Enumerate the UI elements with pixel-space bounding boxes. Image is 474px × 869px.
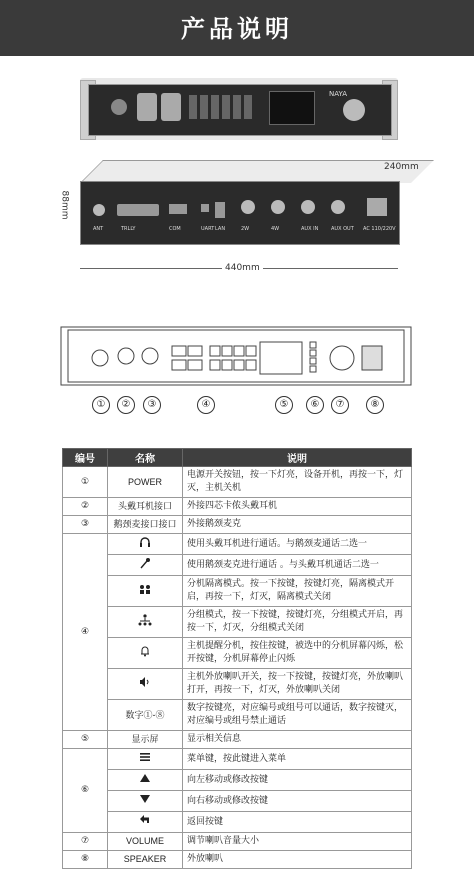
back-icon bbox=[108, 812, 183, 833]
xlr-2w bbox=[241, 200, 255, 214]
table-row bbox=[63, 770, 412, 791]
callout-marker: ⑧ bbox=[366, 396, 384, 414]
row-name: POWER bbox=[108, 467, 183, 498]
spec-table bbox=[62, 448, 412, 869]
row-name: 头戴耳机接口 bbox=[108, 498, 183, 516]
depth-label: 240mm bbox=[384, 162, 419, 172]
row-description: 调节喇叭音量大小 bbox=[183, 833, 412, 851]
front-panel-photo bbox=[80, 78, 398, 140]
headset-icon bbox=[108, 534, 183, 555]
callout-marker: ③ bbox=[143, 396, 161, 414]
front-panel-diagram bbox=[60, 326, 412, 386]
rear-top-surface bbox=[80, 160, 434, 183]
com-port bbox=[169, 204, 187, 214]
uart-port bbox=[201, 204, 209, 212]
row-number: ⑧ bbox=[63, 851, 108, 869]
row-description: 外接四芯卡侬头戴耳机 bbox=[183, 498, 412, 516]
group-icon bbox=[108, 607, 183, 638]
row-description: 向左移动或修改按键 bbox=[183, 770, 412, 791]
row-description: 菜单键，按此键进入菜单 bbox=[183, 749, 412, 770]
rear-panel bbox=[80, 181, 400, 245]
page-title: 产品说明 bbox=[0, 0, 474, 56]
users-isolate-icon bbox=[108, 576, 183, 607]
table-row bbox=[63, 833, 412, 851]
lan-port bbox=[215, 202, 225, 218]
table-row bbox=[63, 851, 412, 869]
row-number: ⑤ bbox=[63, 731, 108, 749]
display-photo bbox=[269, 91, 315, 125]
xlr-aux-in bbox=[301, 200, 315, 214]
front-panel bbox=[88, 84, 392, 136]
row-number: ⑥ bbox=[63, 749, 108, 833]
rear-port-label: COM bbox=[169, 226, 181, 232]
row-name: 显示屏 bbox=[108, 731, 183, 749]
button-grid-photo bbox=[189, 95, 253, 119]
rear-port-label: AUX OUT bbox=[331, 226, 354, 232]
col-header-no: 编号 bbox=[63, 449, 108, 467]
table-row bbox=[63, 669, 412, 700]
rear-port-label: 2W bbox=[241, 226, 250, 232]
xlr-4w bbox=[271, 200, 285, 214]
row-description: 外接鹅颈麦克 bbox=[183, 516, 412, 534]
table-row bbox=[63, 791, 412, 812]
volume-knob-photo bbox=[343, 99, 365, 121]
callout-row bbox=[0, 396, 474, 416]
col-header-desc: 说明 bbox=[183, 449, 412, 467]
callout-marker: ⑥ bbox=[306, 396, 324, 414]
rear-port-label: UART bbox=[201, 226, 215, 232]
row-description: 使用鹅颈麦克进行通话 。与头戴耳机通话二选一 bbox=[183, 555, 412, 576]
rear-port-label: AUX IN bbox=[301, 226, 319, 232]
row-name: VOLUME bbox=[108, 833, 183, 851]
callout-marker: ② bbox=[117, 396, 135, 414]
menu-icon bbox=[108, 749, 183, 770]
row-description: 分机隔离模式。按一下按键，按键灯亮，隔离模式开启，再按一下，灯灭，隔离模式关闭 bbox=[183, 576, 412, 607]
row-description: 外放喇叭 bbox=[183, 851, 412, 869]
table-row bbox=[63, 638, 412, 669]
table-row bbox=[63, 498, 412, 516]
speaker-icon bbox=[108, 669, 183, 700]
row-description: 分组模式，按一下按键，按键灯亮，分组模式开启，再按一下，灯灭，分组模式关闭 bbox=[183, 607, 412, 638]
callout-marker: ④ bbox=[197, 396, 215, 414]
table-row bbox=[63, 534, 412, 555]
table-row bbox=[63, 812, 412, 833]
row-number: ② bbox=[63, 498, 108, 516]
row-number: ④ bbox=[63, 534, 108, 731]
width-label: 440mm bbox=[222, 263, 263, 273]
antenna-port bbox=[93, 204, 105, 216]
table-row bbox=[63, 576, 412, 607]
power-button-photo bbox=[111, 99, 127, 115]
down-arrow-icon bbox=[108, 791, 183, 812]
rear-port-label: ANT bbox=[93, 226, 104, 232]
table-row bbox=[63, 731, 412, 749]
table-row bbox=[63, 555, 412, 576]
rear-port-label: 4W bbox=[271, 226, 280, 232]
xlr-aux-out bbox=[331, 200, 345, 214]
table-row bbox=[63, 749, 412, 770]
rear-port-label: AC 110/220V bbox=[363, 226, 396, 232]
row-description: 返回按键 bbox=[183, 812, 412, 833]
rear-port-label: LAN bbox=[215, 226, 226, 232]
row-description: 主机提醒分机，按住按键，被选中的分机屏幕闪烁，松开按键，分机屏幕停止闪烁 bbox=[183, 638, 412, 669]
row-description: 使用头戴耳机进行通话。与鹅颈麦通话二选一 bbox=[183, 534, 412, 555]
callout-marker: ⑦ bbox=[331, 396, 349, 414]
callout-marker: ① bbox=[92, 396, 110, 414]
brand-logo: NAYA bbox=[329, 90, 348, 98]
table-row bbox=[63, 700, 412, 731]
table-row bbox=[63, 516, 412, 534]
xlr-port-photo bbox=[161, 93, 181, 121]
row-number: ⑦ bbox=[63, 833, 108, 851]
row-number: ③ bbox=[63, 516, 108, 534]
table-row bbox=[63, 467, 412, 498]
table-row bbox=[63, 607, 412, 638]
row-description: 向右移动或修改按键 bbox=[183, 791, 412, 812]
row-number: ① bbox=[63, 467, 108, 498]
row-name: 数字①-⑧ bbox=[108, 700, 183, 731]
row-name: SPEAKER bbox=[108, 851, 183, 869]
xlr-port-photo bbox=[137, 93, 157, 121]
bell-icon bbox=[108, 638, 183, 669]
row-name: 鹅颈麦接口接口 bbox=[108, 516, 183, 534]
ac-inlet bbox=[367, 198, 387, 216]
callout-marker: ⑤ bbox=[275, 396, 293, 414]
row-description: 数字按键亮，对应编号或组号可以通话，数字按键灭，对应编号或组号禁止通话 bbox=[183, 700, 412, 731]
col-header-name: 名称 bbox=[108, 449, 183, 467]
trlly-port bbox=[117, 204, 159, 216]
row-description: 显示相关信息 bbox=[183, 731, 412, 749]
rear-port-label: TRLLY bbox=[121, 226, 136, 232]
height-label: 88mm bbox=[59, 190, 70, 220]
row-description: 主机外放喇叭开关，按一下按键，按键灯亮，外放喇叭打开，再按一下，灯灭，外放喇叭关闭 bbox=[183, 669, 412, 700]
row-description: 电源开关按钮，按一下灯亮，设备开机，再按一下，灯灭，主机关机 bbox=[183, 467, 412, 498]
microphone-icon bbox=[108, 555, 183, 576]
up-arrow-icon bbox=[108, 770, 183, 791]
